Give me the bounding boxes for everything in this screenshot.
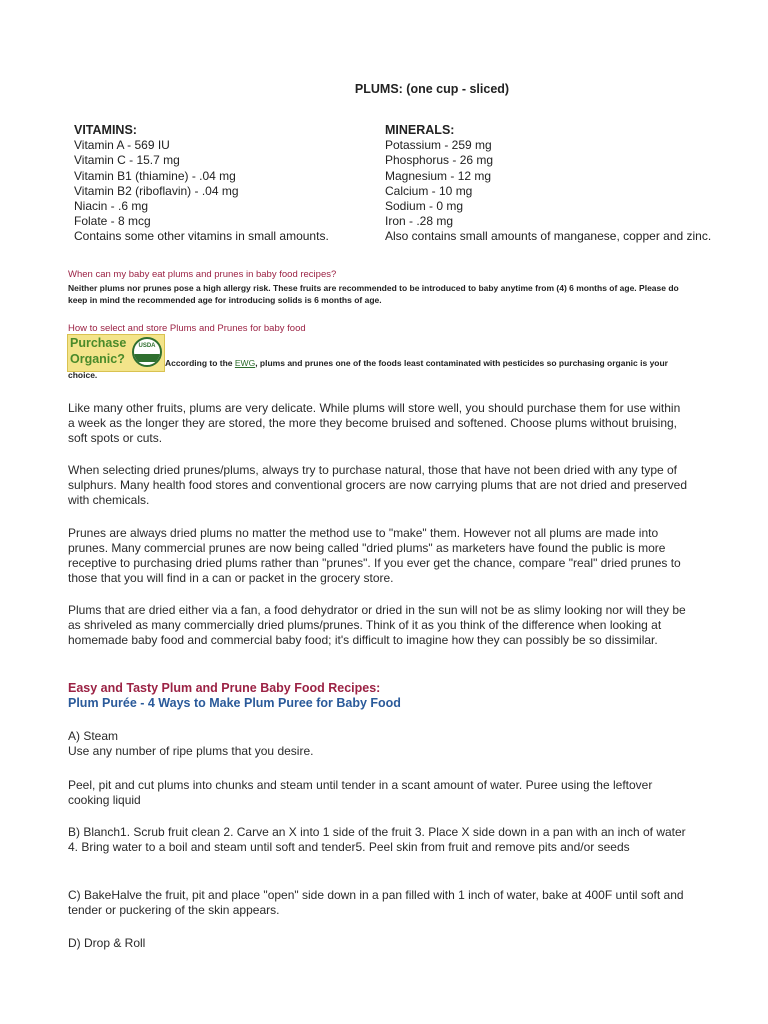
vitamin-item: Vitamin C - 15.7 mg (74, 153, 180, 168)
organic-text (68, 358, 688, 381)
recipes-heading: Easy and Tasty Plum and Prune Baby Food Recipes: (68, 681, 381, 695)
vitamin-item: Vitamin B1 (thiamine) - .04 mg (74, 168, 236, 183)
vitamin-item: Contains some other vitamins in small amounts. (74, 229, 329, 244)
vitamins-list (74, 123, 329, 245)
vitamin-item: Folate - 8 mcg (74, 214, 151, 229)
paragraph: Like many other fruits, plums are very delicate. While plums will store well, you should purchase them for use within a week as the longer they are stored, the more they become bruised and softened. Choose plums without bruising, soft spots or cuts. (68, 401, 681, 445)
recipe-step: A) Steam (68, 729, 119, 743)
recipes-subheading: Plum Purée - 4 Ways to Make Plum Puree for Baby Food (68, 696, 401, 710)
recipe-step: D) Drop & Roll (68, 936, 146, 950)
organic-text-before: According to the (165, 358, 235, 368)
badge-line2: Organic? (70, 352, 125, 366)
vitamin-item: Vitamin B2 (riboflavin) - .04 mg (74, 183, 239, 198)
page-title: PLUMS: (one cup - sliced) (354, 82, 510, 96)
ewg-link[interactable]: EWG (234, 358, 256, 368)
vitamins-heading: VITAMINS: (74, 123, 137, 137)
badge-line1: Purchase (70, 336, 127, 350)
mineral-item: Sodium - 0 mg (385, 199, 464, 214)
minerals-heading: MINERALS: (385, 123, 455, 137)
seal-text: USDA (138, 343, 156, 349)
select-heading: How to select and store Plums and Prunes for baby food (68, 323, 306, 334)
vitamin-item: Vitamin A - 569 IU (74, 138, 170, 153)
organic-text-after: , plums and prunes one of the foods least contaminated with pesticides so purchasing organic is your choice. (68, 358, 668, 380)
recipe-step: Use any number of ripe plums that you desire. (68, 744, 314, 758)
minerals-list (385, 123, 711, 245)
recipe-step: C) BakeHalve the fruit, pit and place "open" side down in a pan filled with 1 inch of water, bake at 400F until soft and tender or puckering of the skin appears. (68, 888, 684, 917)
mineral-item: Potassium - 259 mg (385, 138, 492, 153)
mineral-item: Phosphorus - 26 mg (385, 153, 494, 168)
when-answer: Neither plums nor prunes pose a high allergy risk. These fruits are recommended to be introduced to baby anytime from (4) 6 months of age. Please do keep in mind the recommended age for introducing solids is 6 months of age. (68, 283, 679, 305)
paragraph: Prunes are always dried plums no matter the method use to "make" them. However not all plums are made into prunes. Many commercial prunes are now being called "dried plums" as marketers have found the public is more receptive to purchasing dried plums rather than "prunes". If you ever get the chance, compare "real" dried prunes to those that you will find in a can or packet in the grocery store. (68, 526, 681, 585)
recipe-step: B) Blanch1. Scrub fruit clean 2. Carve an X into 1 side of the fruit 3. Place X side down in a pan with an inch of water 4. Bring water to a boil and steam until soft and tender5. Peel skin from fruit and remove pits and/or seeds (68, 825, 686, 854)
mineral-item: Also contains small amounts of manganese, copper and zinc. (385, 229, 712, 244)
when-question: When can my baby eat plums and prunes in baby food recipes? (68, 269, 337, 280)
recipe-step: Peel, pit and cut plums into chunks and steam until tender in a scant amount of water. Puree using the leftover cooking liquid (68, 778, 653, 807)
mineral-item: Magnesium - 12 mg (385, 168, 492, 183)
paragraph: Plums that are dried either via a fan, a food dehydrator or dried in the sun will not be as slimy looking nor will they be as shriveled as many commercially dried plums/prunes. Think of it as you think of the difference when looking at homemade baby food and commercial baby food; it's difficult to imagine how they can possibly be so dissimilar. (68, 603, 686, 647)
paragraph: When selecting dried prunes/plums, always try to purchase natural, those that have not been dried with any type of sulphurs. Many health food stores and conventional grocers are now carrying plums that are not dried and preserved with chemicals. (68, 463, 688, 507)
vitamin-item: Niacin - .6 mg (74, 199, 149, 214)
mineral-item: Iron - .28 mg (385, 214, 454, 229)
mineral-item: Calcium - 10 mg (385, 183, 473, 198)
